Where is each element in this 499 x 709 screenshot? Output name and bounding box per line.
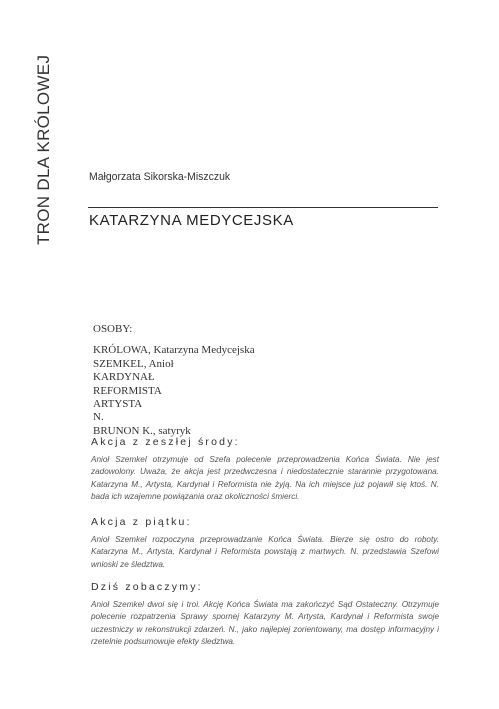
cast-role: KARDYNAŁ [93, 371, 155, 384]
cast-heading: OSOBY: [93, 323, 133, 335]
section-heading: Akcja z zeszłej środy: [91, 436, 240, 448]
cast-list [93, 323, 255, 438]
cast-role: N. [93, 411, 104, 424]
section-today [91, 581, 439, 648]
section-last-wednesday [91, 436, 439, 503]
title-rule [88, 207, 438, 208]
cast-role: KRÓLOWA, Katarzyna Medycejska [93, 344, 255, 357]
section-friday [91, 516, 439, 571]
cast-role: BRUNON K., satyryk [93, 424, 191, 437]
cast-role: ARTYSTA [93, 398, 143, 411]
section-heading: Dziś zobaczymy: [91, 581, 203, 593]
section-body: Anioł Szemkel rozpoczyna przeprowadzanie Końca Świata. Bierze się ostro do roboty. Katarzyna M., Artysta, Kardynał i Reformista powstają z martwych. N. przedstawia Szefowi wnioski ze śledztwa. [91, 535, 439, 569]
section-heading: Akcja z piątku: [91, 516, 192, 528]
running-title: TRON DLA KRÓLOWEJ [34, 54, 53, 245]
author-name: Małgorzata Sikorska-Miszczuk [89, 171, 231, 183]
section-body: Anioł Szemkel dwoi się i troi. Akcję Końca Świata ma zakończyć Sąd Ostateczny. Otrzymuje polecenie rozpatrzenia Sprawy spornej Katarzyny M. Artysta, Kardynał i Reformista swoje uczestniczy w rekonstrukcji zdarzeń. N., jako najlepiej zorientowany, ma dostęp informacyjny i rzetelnie podsumowuje efekty śledztwa. [91, 600, 439, 646]
cast-role: SZEMKEL, Anioł [93, 357, 174, 370]
cast-role: REFORMISTA [93, 384, 162, 397]
section-body: Anioł Szemkel otrzymuje od Szefa polecenie przeprowadzenia Końca Świata. Nie jest zadowolony. Uważa, że akcja jest przedwczesna i niedostatecznie starannie przygotowana. Katarzyna M., Artysta, Kardynał i Reformista nie żyją. Na ich miejsce już pojawił się ktoś. N. bada ich wzajemne powiązania oraz okoliczności śmierci. [91, 455, 439, 501]
play-title: KATARZYNA MEDYCEJSKA [89, 212, 294, 229]
